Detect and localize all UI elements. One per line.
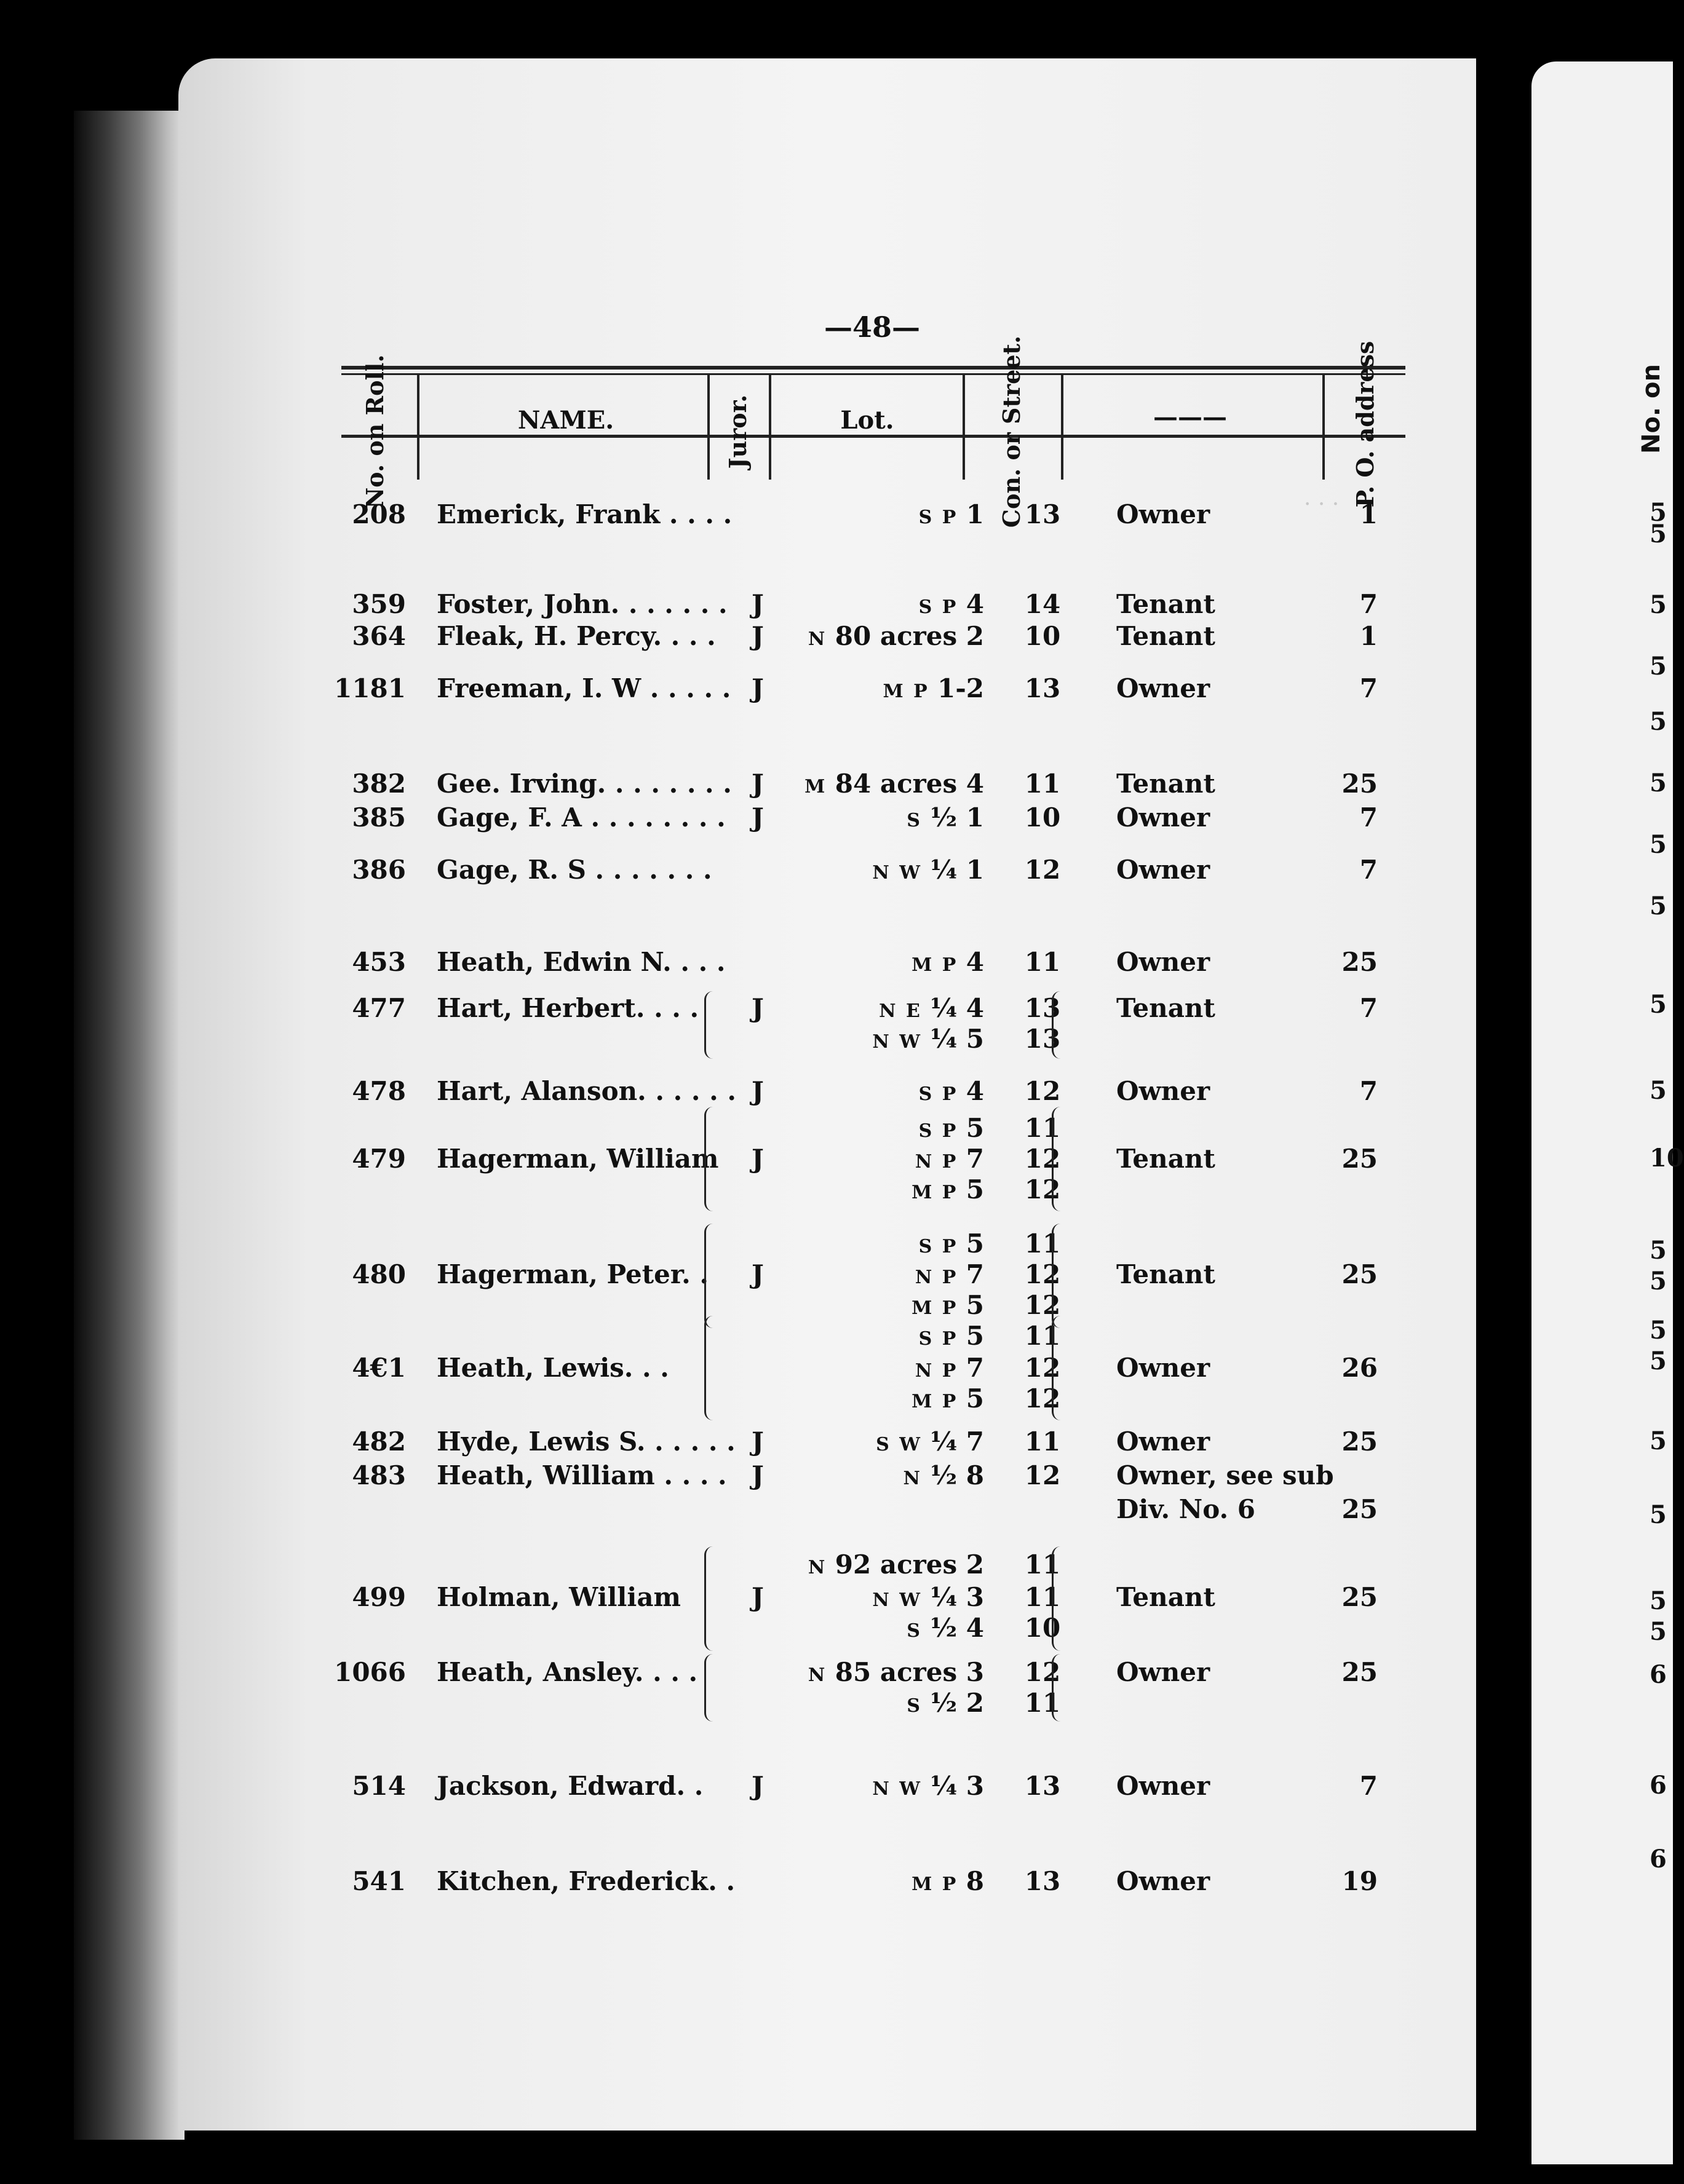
col-divider: [417, 375, 419, 480]
lot-value: ½ 8: [930, 1460, 984, 1490]
owner-name: Kitchen, Frederick. .: [437, 1866, 736, 1896]
lot-prefix: S: [907, 810, 931, 831]
tenure-status: Owner: [1116, 673, 1210, 703]
lot-value: ¼ 7: [930, 1426, 984, 1457]
tenure-status: Owner: [1116, 855, 1210, 885]
po-address: 1: [1359, 499, 1378, 529]
roll-number: 359: [352, 589, 406, 619]
roll-number: 477: [352, 993, 406, 1023]
right-page-digit: 5: [1650, 769, 1667, 797]
table-row: [0, 1688, 1666, 1725]
lot-value: 5: [966, 1321, 984, 1351]
concession: 11: [1024, 1549, 1061, 1580]
roll-number: 386: [352, 855, 406, 885]
right-page-digit: 5: [1650, 1076, 1667, 1105]
lot-value: 80 acres 2: [835, 621, 984, 651]
header-po: P. O. address: [1351, 341, 1379, 508]
table-row: [0, 1771, 1666, 1808]
owner-name: Hart, Herbert. . . .: [437, 993, 699, 1023]
concession: 11: [1024, 1113, 1061, 1143]
top-rule-thin: [341, 373, 1405, 375]
grouping-brace: [1052, 1654, 1066, 1722]
grouping-brace: [704, 1654, 718, 1722]
right-page-digit: 6: [1650, 1660, 1667, 1689]
table-row: [0, 1460, 1666, 1497]
concession: 12: [1024, 1460, 1061, 1490]
lot-cell: [775, 1290, 984, 1320]
lot-value: ¼ 4: [930, 993, 984, 1023]
roll-number: 385: [352, 802, 406, 833]
lot-value: 4: [966, 947, 984, 977]
roll-number: 478: [352, 1076, 406, 1106]
right-page-digit: 5: [1650, 652, 1667, 681]
lot-prefix: M P: [912, 954, 966, 976]
juror-mark: J: [752, 1771, 764, 1801]
lot-prefix: M P: [912, 1873, 966, 1895]
lot-cell: [775, 1460, 984, 1490]
po-address: 25: [1341, 947, 1378, 977]
lot-prefix: N E: [879, 1000, 931, 1022]
lot-cell: [775, 1426, 984, 1457]
col-divider: [769, 375, 771, 480]
right-page-digit: 5: [1650, 590, 1667, 619]
right-page-digit: 5: [1650, 892, 1667, 920]
tenure-status: Owner, see sub: [1116, 1460, 1334, 1490]
concession: 13: [1024, 1866, 1061, 1896]
juror-mark: J: [752, 589, 764, 619]
lot-value: 7: [966, 1353, 984, 1383]
lot-value: ½ 2: [930, 1688, 984, 1718]
col-divider: [707, 375, 710, 480]
owner-name: Hyde, Lewis S. . . . . .: [437, 1426, 736, 1457]
lot-cell: [775, 1076, 984, 1106]
lot-value: ¼ 1: [930, 855, 984, 885]
tenure-status: Owner: [1116, 1076, 1210, 1106]
tenure-status: Tenant: [1116, 589, 1215, 619]
lot-cell: [775, 1582, 984, 1612]
lot-value: 84 acres 4: [835, 769, 984, 799]
juror-mark: J: [752, 1076, 764, 1106]
table-row: [0, 1383, 1666, 1420]
owner-name: Hart, Alanson. . . . . .: [437, 1076, 736, 1106]
po-address: 7: [1359, 1076, 1378, 1106]
lot-value: ½ 1: [930, 802, 984, 833]
table-row: [0, 621, 1666, 658]
lot-value: 7: [966, 1144, 984, 1174]
lot-prefix: S P: [918, 507, 966, 528]
lot-value: 4: [966, 589, 984, 619]
lot-prefix: N: [808, 628, 835, 650]
lot-prefix: M P: [912, 1297, 966, 1319]
header-name: NAME.: [517, 406, 614, 435]
right-page-digit: 6: [1650, 1845, 1667, 1873]
lot-prefix: N W: [872, 1589, 931, 1611]
concession: 13: [1024, 1024, 1061, 1054]
concession: 12: [1024, 1174, 1061, 1205]
header-lot: Lot.: [840, 406, 894, 435]
roll-number: 453: [352, 947, 406, 977]
concession: 12: [1024, 1144, 1061, 1174]
juror-mark: J: [752, 1460, 764, 1490]
tenure-status: Owner: [1116, 1771, 1210, 1801]
concession: 12: [1024, 1383, 1061, 1414]
grouping-brace: [704, 1316, 718, 1420]
right-page-digit: 5: [1650, 1236, 1667, 1265]
owner-name: Fleak, H. Percy. . . .: [437, 621, 716, 651]
po-address: 25: [1341, 1657, 1378, 1687]
owner-name: Foster, John. . . . . . .: [437, 589, 728, 619]
juror-mark: J: [752, 1259, 764, 1289]
owner-name: Freeman, I. W . . . . .: [437, 673, 731, 703]
grouping-brace: [704, 1546, 718, 1651]
po-address: 7: [1359, 673, 1378, 703]
grouping-brace: [1052, 1316, 1066, 1420]
table-row: [0, 1426, 1666, 1463]
owner-name: Heath, Ansley. . . .: [437, 1657, 698, 1687]
right-page-digit: 5: [1650, 1617, 1667, 1646]
tenure-status: Owner: [1116, 1657, 1210, 1687]
lot-prefix: S P: [918, 1236, 966, 1257]
concession: 12: [1024, 1290, 1061, 1320]
po-address: 25: [1341, 769, 1378, 799]
tenure-status: Tenant: [1116, 1259, 1215, 1289]
roll-number: 208: [352, 499, 406, 529]
owner-name: Hagerman, Peter. .: [437, 1259, 709, 1289]
right-page-digit: 5: [1650, 1316, 1667, 1345]
tenure-status: Owner: [1116, 1426, 1210, 1457]
tenure-status: Tenant: [1116, 993, 1215, 1023]
table-row: [0, 802, 1666, 839]
lot-prefix: N P: [915, 1267, 966, 1288]
concession: 10: [1024, 802, 1061, 833]
lot-value: 5: [966, 1228, 984, 1259]
right-page-digit: 5: [1650, 1426, 1667, 1455]
po-address: 19: [1341, 1866, 1378, 1896]
lot-value: ¼ 3: [930, 1582, 984, 1612]
roll-number: 483: [352, 1460, 406, 1490]
header-roll: No. on Roll.: [361, 354, 389, 509]
table-row: [0, 673, 1666, 710]
juror-mark: J: [752, 621, 764, 651]
right-page-digit: 5: [1650, 707, 1667, 736]
roll-number: 4€1: [352, 1353, 406, 1383]
tenure-status: Owner: [1116, 947, 1210, 977]
lot-prefix: N W: [872, 1778, 931, 1800]
lot-prefix: S P: [918, 1328, 966, 1350]
owner-name: Hagerman, William: [437, 1144, 719, 1174]
table-row: [0, 947, 1666, 984]
lot-cell: [775, 1657, 984, 1687]
lot-cell: [775, 1144, 984, 1174]
lot-cell: [775, 855, 984, 885]
concession: 10: [1024, 1613, 1061, 1643]
owner-name: Gage, F. A . . . . . . . .: [437, 802, 726, 833]
owner-name: Gage, R. S . . . . . . .: [437, 855, 712, 885]
roll-number: 1181: [334, 673, 406, 703]
po-address: 25: [1341, 1144, 1378, 1174]
lot-value: ½ 4: [930, 1613, 984, 1643]
concession: 14: [1024, 589, 1061, 619]
concession: 12: [1024, 1076, 1061, 1106]
table-row: [0, 589, 1666, 626]
lot-value: 1-2: [937, 673, 984, 703]
lot-value: 85 acres 3: [835, 1657, 984, 1687]
lot-prefix: N P: [915, 1151, 966, 1173]
concession: 11: [1024, 1688, 1061, 1718]
lot-cell: [775, 1771, 984, 1801]
lot-cell: [775, 1024, 984, 1054]
table-row: [0, 1866, 1666, 1903]
grouping-brace: [1052, 1224, 1066, 1328]
owner-name: Holman, William: [437, 1582, 681, 1612]
owner-name: Heath, Edwin N. . . .: [437, 947, 726, 977]
po-address: 1: [1359, 621, 1378, 651]
right-page-digit: 5: [1650, 830, 1667, 859]
juror-mark: J: [752, 1144, 764, 1174]
lot-value: ¼ 3: [930, 1771, 984, 1801]
lot-cell: [775, 621, 984, 651]
lot-prefix: S P: [918, 596, 966, 618]
table-row: [0, 855, 1666, 892]
lot-cell: [775, 993, 984, 1023]
juror-mark: J: [752, 769, 764, 799]
tenure-status: Tenant: [1116, 1144, 1215, 1174]
table-row: [0, 1321, 1666, 1358]
right-page-digit: 5: [1650, 1500, 1667, 1529]
concession: 13: [1024, 1771, 1061, 1801]
right-page-digit: 6: [1650, 1771, 1667, 1800]
roll-number: 499: [352, 1582, 406, 1612]
roll-number: 479: [352, 1144, 406, 1174]
lot-prefix: M P: [912, 1182, 966, 1203]
lot-cell: [775, 1613, 984, 1643]
lot-prefix: N: [903, 1468, 931, 1489]
tenure-status: Owner: [1116, 499, 1210, 529]
concession: 12: [1024, 1353, 1061, 1383]
grouping-brace: [1052, 1107, 1066, 1211]
grouping-brace: [704, 991, 718, 1059]
po-address: 25: [1341, 1426, 1378, 1457]
right-page-digit: 5: [1650, 498, 1667, 527]
lot-cell: [775, 1259, 984, 1289]
right-page-digit: 5: [1650, 520, 1667, 548]
concession: 13: [1024, 499, 1061, 529]
roll-number: 382: [352, 769, 406, 799]
lot-cell: [775, 1688, 984, 1718]
lot-cell: [775, 1866, 984, 1896]
lot-prefix: N: [808, 1557, 835, 1578]
right-page-header: No. on: [1637, 363, 1666, 454]
right-page-digit: 5: [1650, 1586, 1667, 1615]
po-address: 7: [1359, 1771, 1378, 1801]
lot-prefix: S: [907, 1620, 931, 1642]
lot-cell: [775, 769, 984, 799]
table-row: [0, 769, 1666, 805]
header-tenure: ———: [1153, 403, 1227, 432]
lot-value: 5: [966, 1113, 984, 1143]
header-con: Con. or Street.: [998, 335, 1025, 528]
table-row: [0, 499, 1666, 536]
lot-cell: [775, 802, 984, 833]
po-address: 7: [1359, 993, 1378, 1023]
concession: 11: [1024, 947, 1061, 977]
col-divider: [963, 375, 965, 480]
concession: 11: [1024, 769, 1061, 799]
lot-cell: [775, 1549, 984, 1580]
tenure-status: Div. No. 6: [1116, 1494, 1255, 1524]
table-row: [0, 1494, 1666, 1531]
lot-prefix: S P: [918, 1120, 966, 1142]
lot-prefix: S: [907, 1695, 931, 1717]
lot-value: 5: [966, 1174, 984, 1205]
lot-prefix: N: [808, 1664, 835, 1686]
lot-prefix: N W: [872, 862, 931, 884]
tenure-status: Owner: [1116, 802, 1210, 833]
roll-number: 514: [352, 1771, 406, 1801]
right-page-digit: 5: [1650, 990, 1667, 1019]
po-address: 25: [1341, 1582, 1378, 1612]
table-row: [0, 1076, 1666, 1113]
lot-value: 4: [966, 1076, 984, 1106]
grouping-brace: [1052, 991, 1066, 1059]
lot-cell: [775, 589, 984, 619]
right-page-digit: 10: [1650, 1144, 1684, 1173]
lot-cell: [775, 1113, 984, 1143]
lot-prefix: N W: [872, 1031, 931, 1053]
concession: 11: [1024, 1321, 1061, 1351]
header-juror: Juror.: [724, 394, 752, 469]
lot-value: ¼ 5: [930, 1024, 984, 1054]
concession: 11: [1024, 1426, 1061, 1457]
concession: 12: [1024, 1657, 1061, 1687]
lot-cell: [775, 499, 984, 529]
concession: 11: [1024, 1228, 1061, 1259]
table-row: [0, 1174, 1666, 1211]
po-address: 25: [1341, 1494, 1378, 1524]
col-divider: [1061, 375, 1063, 480]
concession: 13: [1024, 673, 1061, 703]
lot-prefix: S W: [876, 1434, 931, 1455]
owner-name: Gee. Irving. . . . . . . .: [437, 769, 732, 799]
tenure-status: Owner: [1116, 1353, 1210, 1383]
grouping-brace: [704, 1107, 718, 1211]
lot-cell: [775, 1353, 984, 1383]
po-address: 25: [1341, 1259, 1378, 1289]
lot-prefix: M: [804, 776, 835, 797]
concession: 10: [1024, 621, 1061, 651]
lot-value: 5: [966, 1290, 984, 1320]
right-page-digit: 5: [1650, 1347, 1667, 1375]
tenure-status: Tenant: [1116, 769, 1215, 799]
po-address: 7: [1359, 589, 1378, 619]
tenure-status: Owner: [1116, 1866, 1210, 1896]
lot-cell: [775, 673, 984, 703]
lot-value: 92 acres 2: [835, 1549, 984, 1580]
tenure-status: Tenant: [1116, 621, 1215, 651]
po-address: 26: [1341, 1353, 1378, 1383]
lot-prefix: M P: [912, 1391, 966, 1412]
juror-mark: J: [752, 993, 764, 1023]
lot-value: 1: [966, 499, 984, 529]
concession: 12: [1024, 1259, 1061, 1289]
owner-name: Heath, William . . . .: [437, 1460, 727, 1490]
roll-number: 1066: [334, 1657, 406, 1687]
table-row: [0, 1613, 1666, 1650]
concession: 13: [1024, 993, 1061, 1023]
juror-mark: J: [752, 1426, 764, 1457]
roll-number: 541: [352, 1866, 406, 1896]
roll-number: 482: [352, 1426, 406, 1457]
lot-prefix: S P: [918, 1083, 966, 1105]
lot-value: 5: [966, 1383, 984, 1414]
lot-cell: [775, 1321, 984, 1351]
header-bottom-rule: [341, 435, 1405, 438]
juror-mark: J: [752, 1582, 764, 1612]
juror-mark: J: [752, 673, 764, 703]
lot-cell: [775, 1174, 984, 1205]
top-rule: [341, 366, 1405, 370]
po-address: 7: [1359, 802, 1378, 833]
lot-cell: [775, 1383, 984, 1414]
po-address: 7: [1359, 855, 1378, 885]
lot-cell: [775, 947, 984, 977]
juror-mark: J: [752, 802, 764, 833]
table-row: [0, 1549, 1666, 1586]
owner-name: Emerick, Frank . . . .: [437, 499, 733, 529]
grouping-brace: [704, 1224, 718, 1328]
owner-name: Heath, Lewis. . .: [437, 1353, 669, 1383]
col-divider: [1322, 375, 1325, 480]
lot-cell: [775, 1228, 984, 1259]
bleed-through: · · ·: [1304, 492, 1340, 517]
roll-number: 480: [352, 1259, 406, 1289]
lot-prefix: N P: [915, 1360, 966, 1382]
concession: 12: [1024, 855, 1061, 885]
lot-prefix: M P: [883, 681, 938, 702]
page-number: —48—: [824, 311, 921, 344]
lot-value: 8: [966, 1866, 984, 1896]
grouping-brace: [1052, 1546, 1066, 1651]
roll-number: 364: [352, 621, 406, 651]
lot-value: 7: [966, 1259, 984, 1289]
right-page-digit: 5: [1650, 1267, 1667, 1296]
tenure-status: Tenant: [1116, 1582, 1215, 1612]
owner-name: Jackson, Edward. .: [437, 1771, 704, 1801]
concession: 11: [1024, 1582, 1061, 1612]
table-row: [0, 1024, 1666, 1061]
